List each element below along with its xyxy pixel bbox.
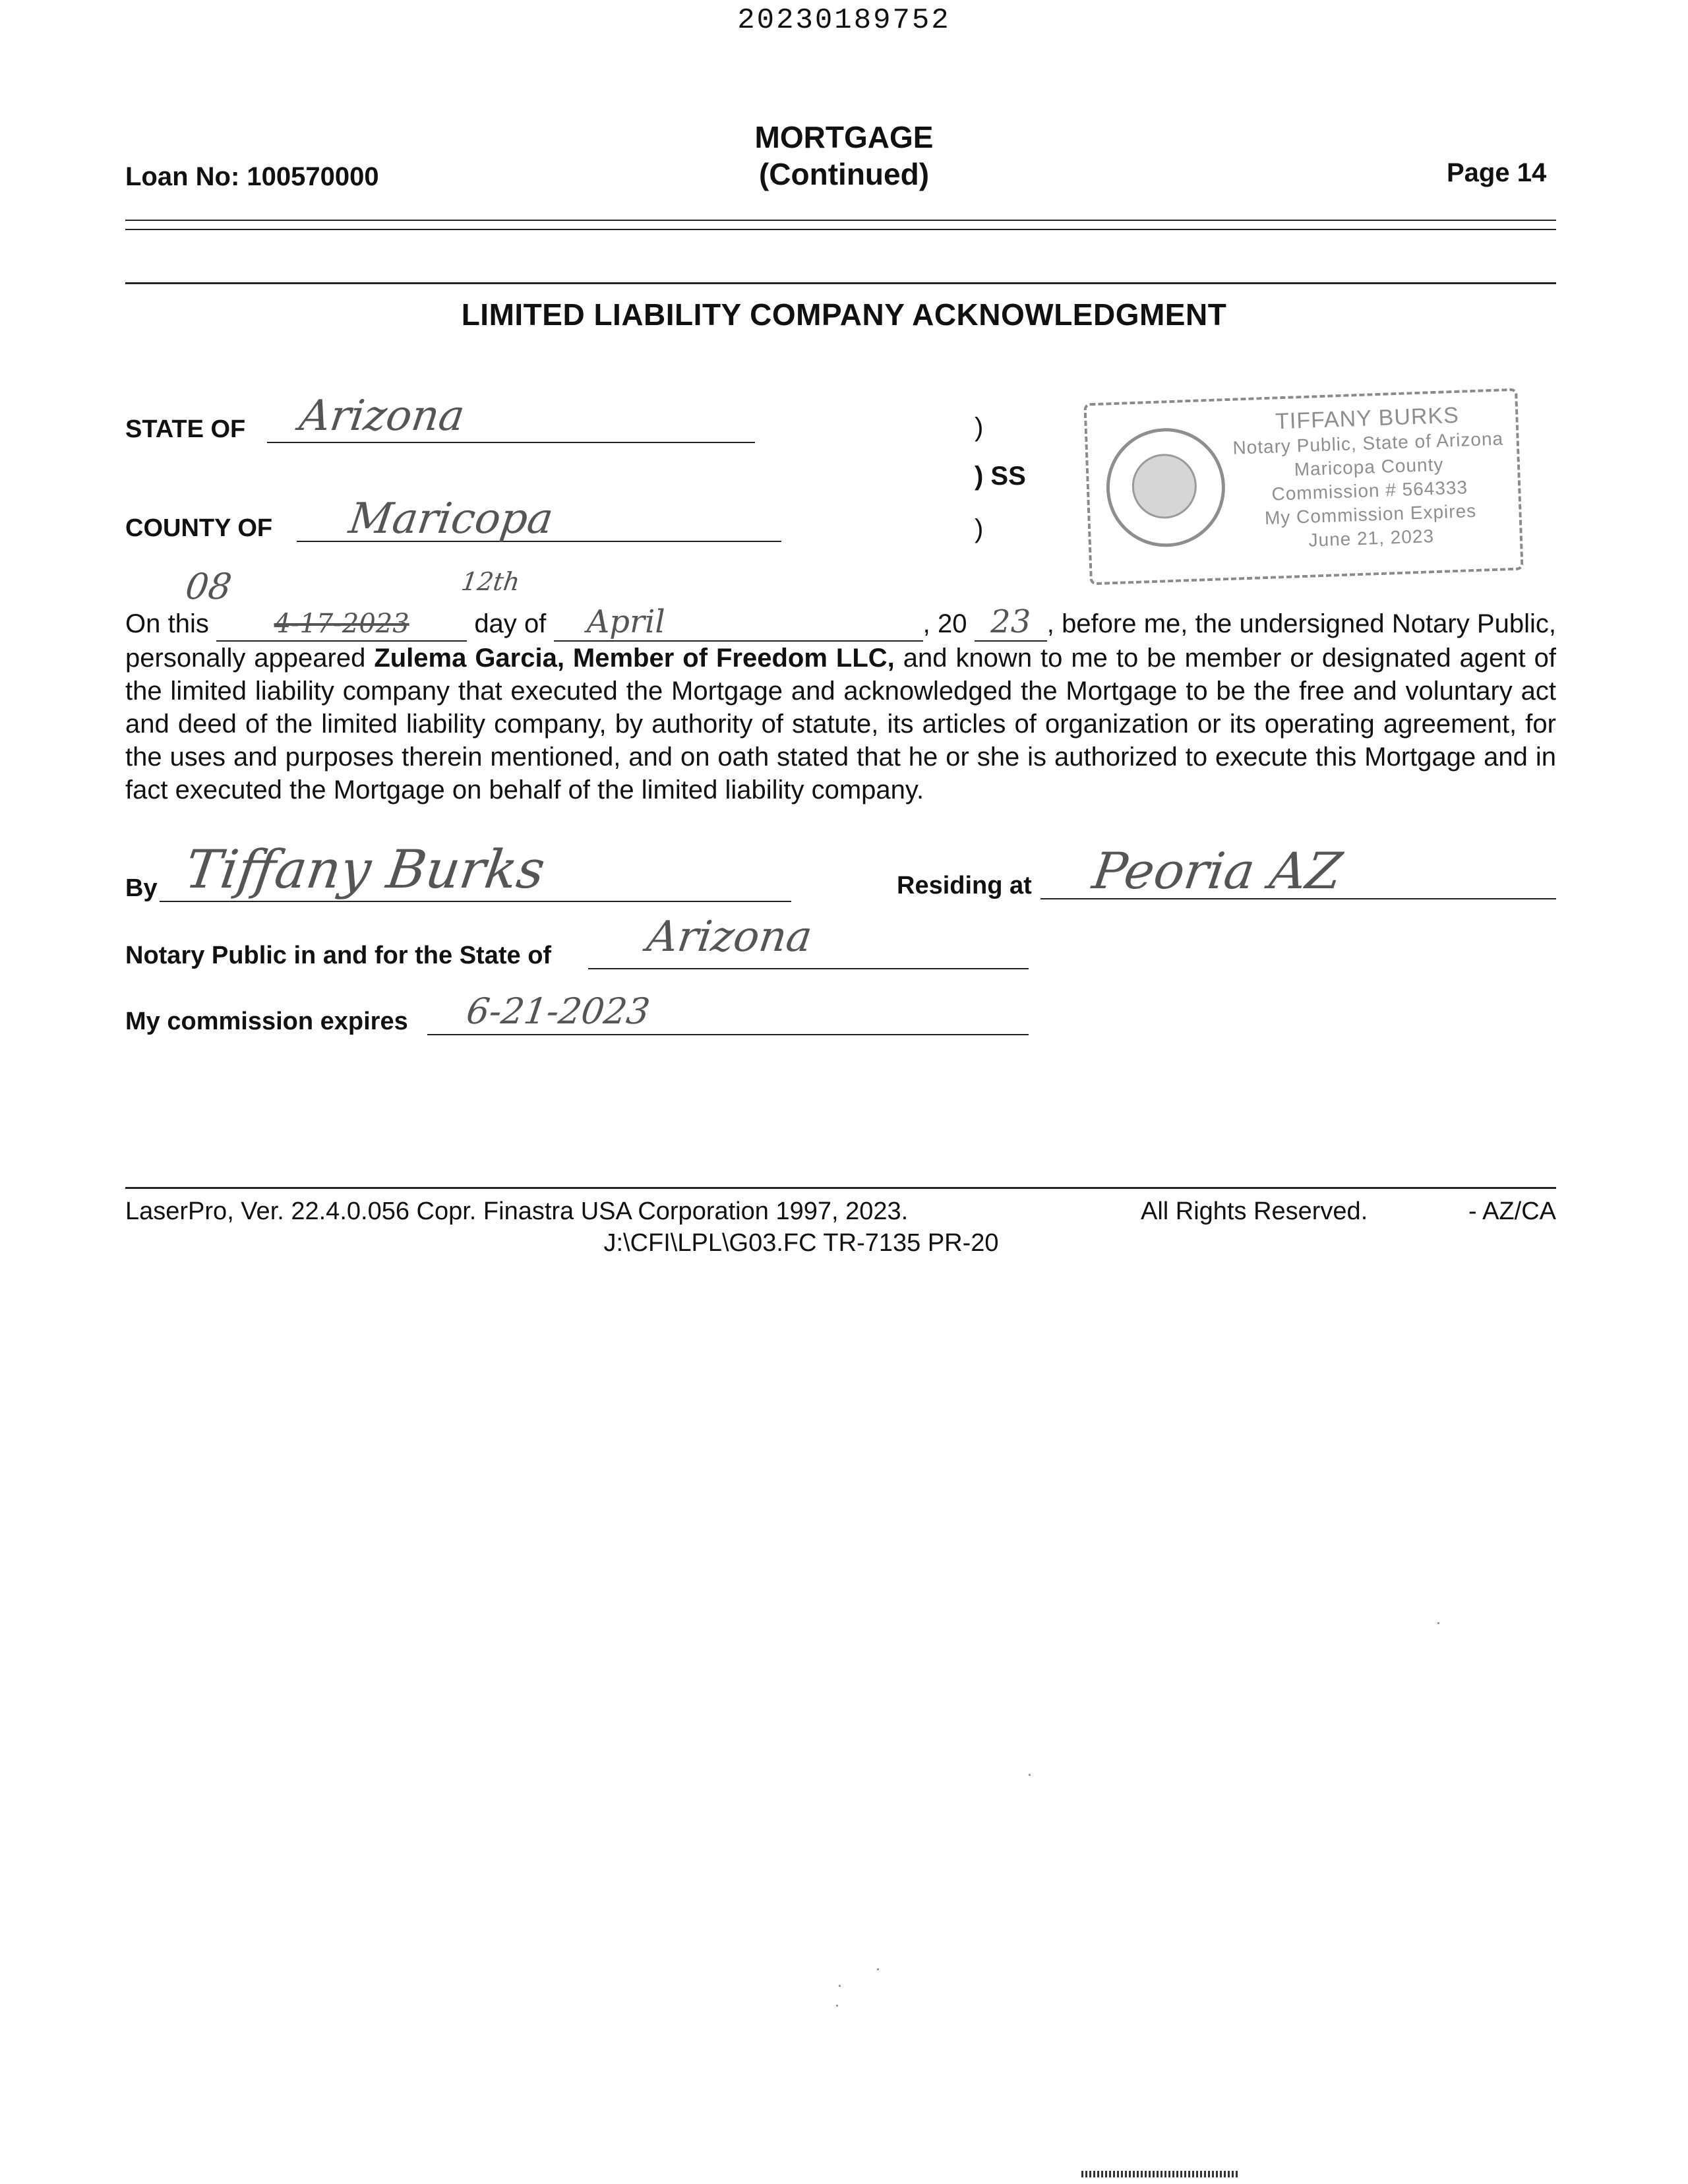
recording-number: 20230189752 [737, 4, 951, 37]
day-struck: 4-17-2023 [274, 609, 409, 639]
state-field [267, 392, 755, 443]
footer [125, 1198, 1556, 1258]
year-handwriting: 23 [990, 603, 1031, 640]
footer-state-code: - AZ/CA [1468, 1198, 1556, 1225]
page-number: Page 14 [1447, 158, 1547, 187]
day-added: 12th [459, 567, 522, 596]
footer-path: J:\CFI\LPL\G03.FC TR-7135 PR-20 [603, 1229, 999, 1257]
stamp-line-4: My Commission Expires [1264, 500, 1477, 529]
scan-speck [836, 2005, 838, 2007]
document-subtitle: (Continued) [758, 157, 930, 191]
header-rule-top [125, 220, 1556, 221]
document-title: MORTGAGE [754, 120, 934, 154]
footer-rule [125, 1187, 1556, 1189]
appearer-name: Zulema Garcia, Member of Freedom LLC, [374, 644, 895, 673]
stamp-line-1: Notary Public, State of Arizona [1232, 428, 1504, 458]
day-correction: 08 [183, 566, 235, 607]
state-handwriting: Arizona [296, 392, 468, 440]
document-header-title [679, 119, 1009, 193]
notary-state-handwriting: Arizona [644, 913, 816, 961]
on-this-text: On this [125, 609, 209, 638]
stamp-line-3: Commission # 564333 [1271, 477, 1468, 504]
county-field [297, 495, 781, 543]
venue-ss: ) SS [975, 462, 1026, 491]
footer-software: LaserPro, Ver. 22.4.0.056 Copr. Finastra USA Corporation 1997, 2023. [125, 1198, 909, 1225]
residing-handwriting: Peoria AZ [1089, 841, 1346, 900]
stamp-line-5: June 21, 2023 [1308, 526, 1435, 551]
scan-speck [1029, 1774, 1031, 1776]
stamp-line-2: Maricopa County [1294, 454, 1444, 480]
venue-paren-3: ) [975, 514, 984, 543]
acknowledgment-body: and known to me to be member or designated agent of the limited liability company that executed the Mortgage and acknowledged the Mortgage to be the free and voluntary act and deed of the limited liability company, by authority of statute, its articles of organization or its operating agreement, for the uses and purposes therein mentioned, and on oath stated that he or she is authorized to execute this Mortgage and in fact executed the Mortgage on behalf of the limited liability company. [125, 644, 1556, 804]
month-field [554, 605, 923, 642]
scan-speck [839, 1985, 841, 1987]
residing-field [1040, 841, 1556, 900]
month-handwriting: April [586, 603, 665, 640]
expires-handwriting: 6-21-2023 [464, 990, 653, 1032]
scan-speck [1437, 1622, 1439, 1624]
notary-signature: Tiffany Burks [181, 839, 549, 900]
scan-speck [877, 1968, 879, 1970]
section-title: LIMITED LIABILITY COMPANY ACKNOWLEDGMENT [461, 297, 1227, 332]
county-handwriting: Maricopa [346, 495, 557, 543]
day-field [216, 607, 467, 642]
residing-label: Residing at [897, 872, 1032, 899]
notary-state-field [588, 913, 1029, 969]
notary-seal-icon [1104, 426, 1227, 549]
state-label: STATE OF [125, 415, 246, 443]
venue-paren-1: ) [975, 413, 984, 442]
acknowledgment-paragraph [125, 605, 1556, 806]
by-field [160, 839, 791, 902]
appeared-text: Notary Public, personally appeared [125, 609, 1556, 673]
header-rule-bottom [125, 229, 1556, 230]
day-of-text: day of [474, 609, 547, 638]
stamp-name: TIFFANY BURKS [1275, 402, 1460, 435]
loan-number: Loan No: 100570000 [125, 162, 379, 191]
footer-rights: All Rights Reserved. [1141, 1198, 1368, 1225]
expires-label: My commission expires [125, 1008, 408, 1035]
section-rule [125, 282, 1556, 284]
before-me-text: , before me, the undersigned [1046, 609, 1385, 638]
year-prefix: , 20 [922, 609, 967, 638]
by-label: By [125, 874, 158, 902]
expires-field [427, 990, 1029, 1035]
notary-state-label: Notary Public in and for the State of [125, 942, 552, 969]
county-label: COUNTY OF [125, 514, 273, 542]
year-field [975, 605, 1047, 642]
notary-stamp [1083, 388, 1523, 586]
scan-barcode-strip [1081, 2171, 1240, 2177]
